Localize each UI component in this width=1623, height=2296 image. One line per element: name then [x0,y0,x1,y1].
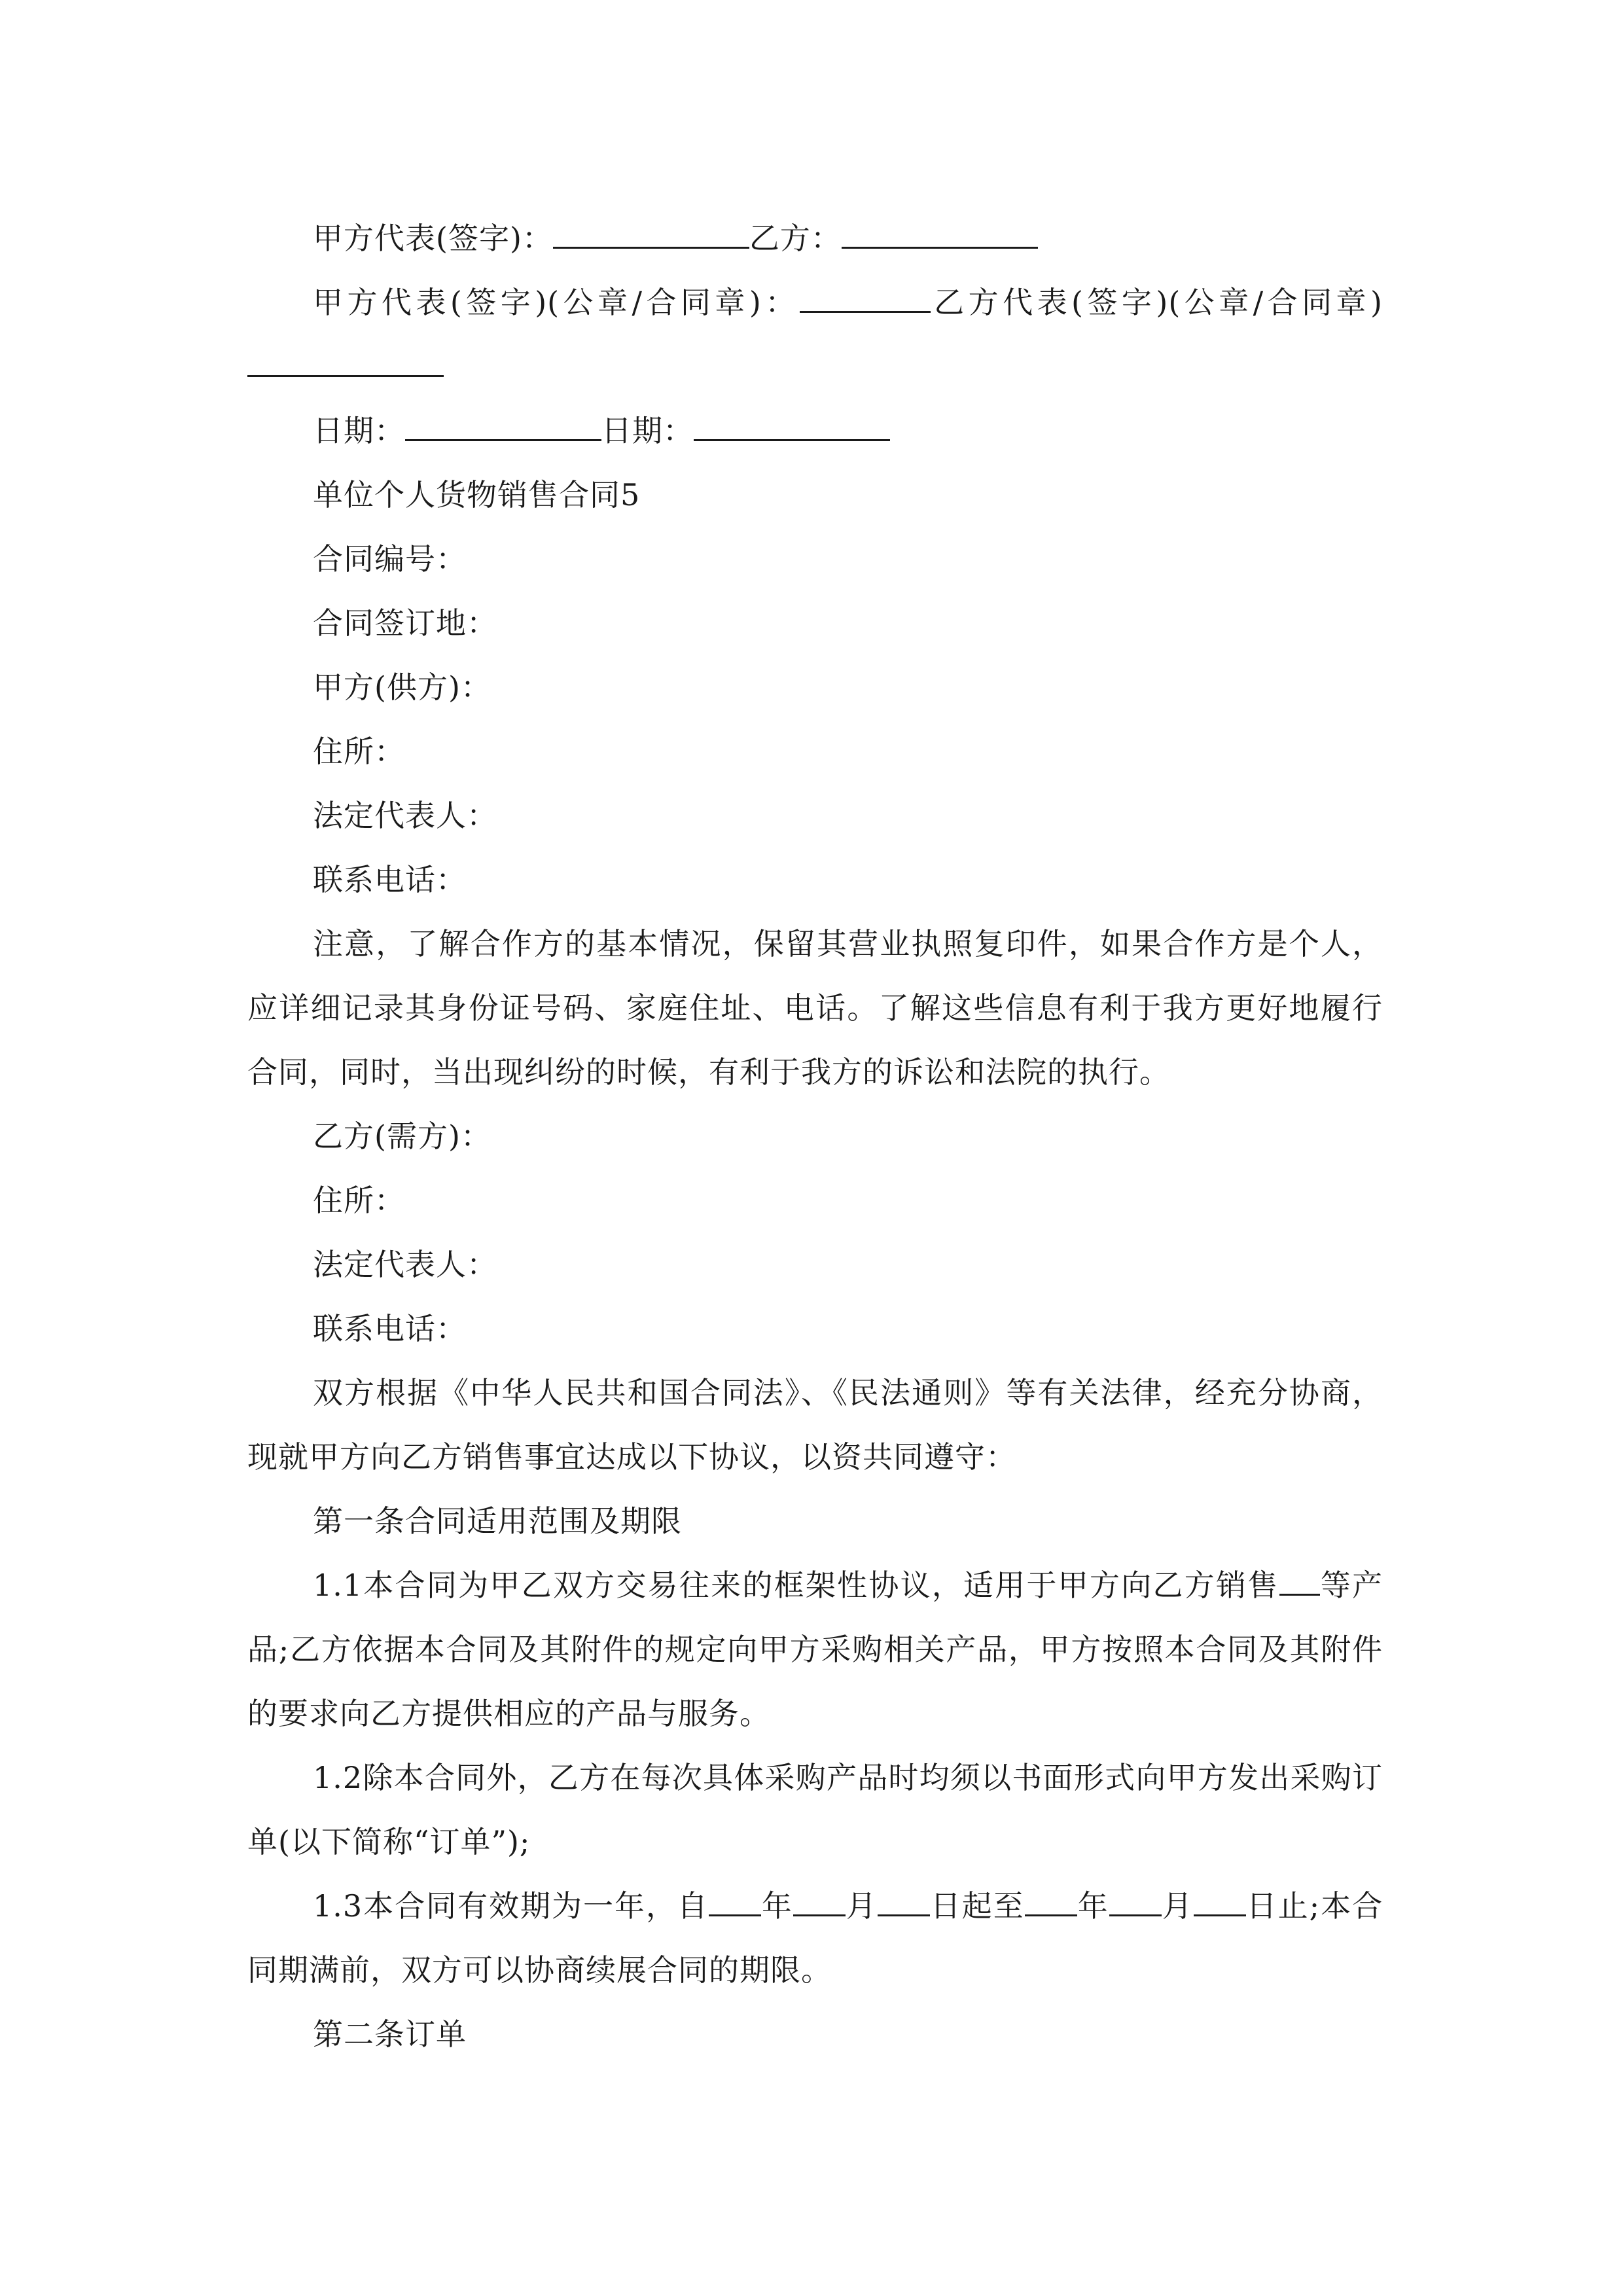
clause-1-3 [247,1874,1383,2002]
party-b-field: 乙方(需方)： [313,1119,491,1154]
date-blank [709,1888,761,1916]
party-b-rep-seal-label: 乙方代表(签字)(公章/合同章) [930,285,1383,320]
clause-1-1-text: 1.1本合同为甲乙双方交易往来的框架性协议，适用于甲方向乙方销售 [313,1568,1279,1603]
date-blank [1025,1888,1077,1916]
date-blank [405,413,601,441]
phone-b-field: 联系电话： [313,1311,467,1346]
date-blank [878,1888,930,1916]
legal-rep-a-field: 法定代表人： [313,798,497,833]
date-label: 日期： [601,413,694,448]
article-1-title: 第一条合同适用范围及期限 [313,1503,682,1539]
party-a-field: 甲方(供方)： [313,670,491,705]
date-blank [1194,1888,1246,1916]
party-a-rep-label: 甲方代表(签字)： [313,221,553,256]
date-line [247,399,1383,463]
day-label: 日 [1245,1888,1278,1924]
party-b-label: 乙方： [749,221,842,256]
signature-blank [247,349,444,377]
date-label: 日期： [313,413,405,448]
product-blank [1279,1568,1320,1596]
sign-line-1 [247,206,1383,270]
year-label: 年 [760,1888,793,1924]
clause-1-3-text: 止;本合同期满前，双方可以协商续展合同的期限。 [247,1888,1383,1988]
clause-1-1-text: 等产品;乙方依据本合同及其附件的规定向甲方采购相关产品，甲方按照本合同及其附件的要求向乙方提供相应的产品与服务。 [247,1568,1383,1731]
clause-1-2: 1.2除本合同外，乙方在每次具体采购产品时均须以书面形式向甲方发出采购订单(以下简称“订单”); [247,1760,1383,1859]
day-from-label: 日起至 [929,1888,1025,1924]
month-label: 月 [845,1888,878,1924]
note-paragraph: 注意，了解合作方的基本情况，保留其营业执照复印件，如果合作方是个人，应详细记录其身份证号码、家庭住址、电话。了解这些信息有利于我方更好地履行合同，同时，当出现纠纷的时候，有利于我方的诉讼和法院的执行。 [247,926,1383,1090]
signature-blank [553,221,749,249]
signature-blank [842,221,1038,249]
address-b-field: 住所： [313,1183,405,1218]
sign-place-field: 合同签订地： [313,605,497,641]
clause-1-1 [247,1553,1383,1746]
signature-blank [800,285,931,313]
date-blank [694,413,890,441]
date-blank [1109,1888,1162,1916]
year-label: 年 [1077,1888,1109,1924]
phone-a-field: 联系电话： [313,862,467,897]
preamble-paragraph: 双方根据《中华人民共和国合同法》、《民法通则》等有关法律，经充分协商，现就甲方向乙方销售事宜达成以下协议，以资共同遵守： [247,1375,1383,1475]
month-label: 月 [1161,1888,1194,1924]
address-a-field: 住所： [313,734,405,769]
document-body [247,206,1383,2066]
sign-line-2 [247,270,1383,399]
date-blank [793,1888,846,1916]
legal-rep-b-field: 法定代表人： [313,1247,497,1282]
article-2-title: 第二条订单 [313,2017,467,2052]
contract-title: 单位个人货物销售合同5 [313,477,641,512]
contract-no-field: 合同编号： [313,541,467,577]
clause-1-3-text: 1.3本合同有效期为一年，自 [313,1888,709,1924]
party-a-rep-seal-label: 甲方代表(签字)(公章/合同章)： [313,285,800,320]
